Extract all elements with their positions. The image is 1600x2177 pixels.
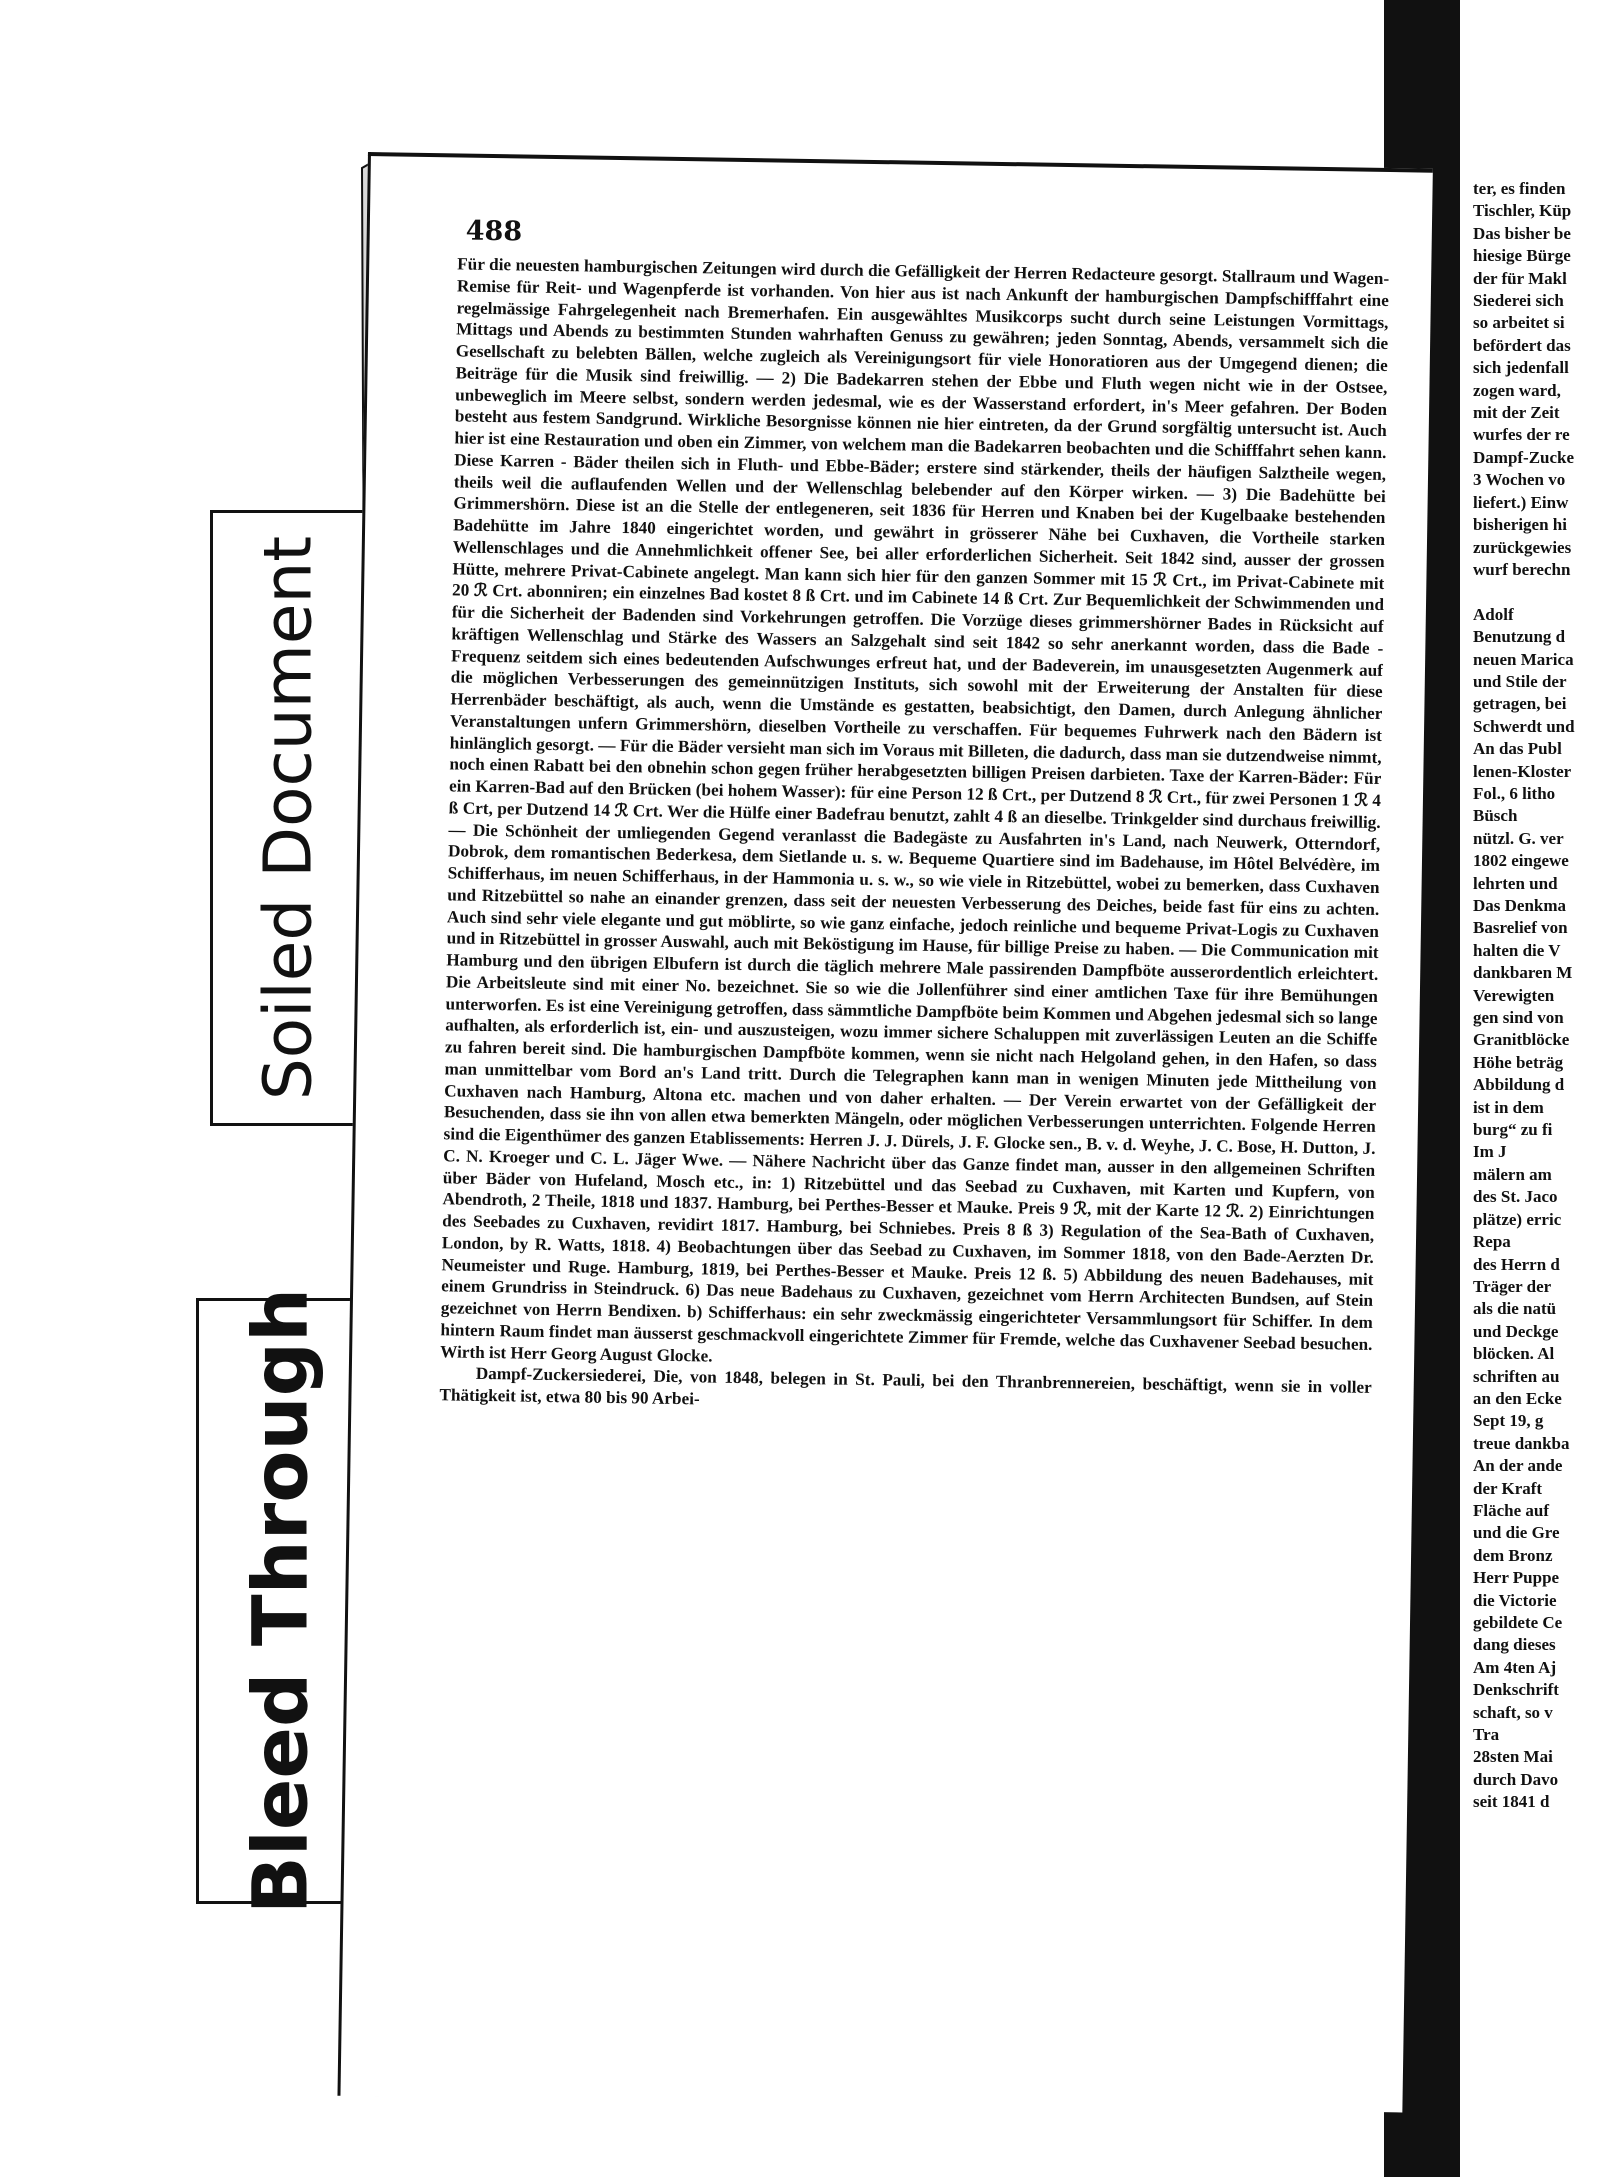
right-page-line: schriften au	[1473, 1366, 1560, 1386]
right-page-line: sich jedenfall	[1473, 358, 1569, 378]
right-page-line: Repa	[1473, 1232, 1511, 1252]
right-page-line: An das Publ	[1473, 739, 1562, 759]
right-page-line: an den Ecke	[1473, 1388, 1562, 1408]
left-page	[337, 152, 1432, 2112]
right-page-line: des Herrn d	[1473, 1254, 1560, 1274]
right-page-line: lenen-Kloster	[1473, 761, 1572, 781]
right-page-line: dang dieses	[1473, 1635, 1556, 1655]
right-page-fragment	[1456, 178, 1600, 2078]
right-page-line: seit 1841 d	[1473, 1792, 1550, 1812]
right-page-line: nützl. G. ver	[1473, 828, 1564, 848]
right-page-line: des St. Jaco	[1473, 1187, 1558, 1207]
right-page-line: zurückgewies	[1473, 537, 1572, 557]
right-page-line: 1802 eingewe	[1473, 851, 1569, 871]
right-page-line: getragen, bei	[1473, 694, 1567, 714]
right-page-line: liefert.) Einw	[1473, 492, 1569, 512]
right-page-line: und Stile der	[1473, 671, 1567, 691]
right-page-line: durch Davo	[1473, 1769, 1559, 1789]
right-page-line: Abbildung d	[1473, 1075, 1565, 1095]
right-page-line: Tra	[1473, 1725, 1500, 1745]
right-page-line: wurfes der re	[1473, 425, 1570, 445]
right-page-line: der für Makl	[1473, 268, 1567, 288]
right-page-line: gen sind von	[1473, 1008, 1564, 1028]
right-page-line: treue dankba	[1473, 1433, 1570, 1453]
right-page-line: Dampf-Zucke	[1473, 447, 1575, 467]
right-page-line: Träger der	[1473, 1276, 1552, 1296]
right-page-line: und die Gre	[1473, 1523, 1560, 1543]
right-page-line: hiesige Bürge	[1473, 246, 1571, 266]
right-page-line: ist in dem	[1473, 1097, 1544, 1117]
paragraph-dampf-zuckersiederei: Dampf-Zuckersiederei, Die, von 1848, belegen in St. Pauli, bei den Thranbrennereien, beschäftigt, wenn sie in voller Thätigkeit ist, etwa 80 bis 90 Arbei-	[439, 1364, 1372, 1409]
right-page-line: burg“ zu fi	[1473, 1120, 1553, 1140]
right-page-line: die Victorie	[1473, 1590, 1557, 1610]
right-page-line: zogen ward,	[1473, 380, 1561, 400]
right-page-line: mälern am	[1473, 1164, 1552, 1184]
right-page-line: Fläche auf	[1473, 1500, 1550, 1520]
right-page-line: Tischler, Küp	[1473, 201, 1572, 221]
right-page-line: Herr Puppe	[1473, 1568, 1560, 1588]
right-page-line: befördert das	[1473, 335, 1571, 355]
right-page-line: wurf berechn	[1473, 559, 1571, 579]
right-page-line: Adolf	[1473, 604, 1514, 624]
right-page-line: Benutzung d	[1473, 627, 1566, 647]
right-page-line: Siederei sich	[1473, 291, 1564, 311]
right-page-line: Granitblöcke	[1473, 1030, 1570, 1050]
right-page-line: Höhe beträg	[1473, 1052, 1564, 1072]
right-page-line: 3 Wochen vo	[1473, 470, 1566, 490]
right-page-line: Am 4ten Aj	[1473, 1657, 1557, 1677]
right-page-line: bisherigen hi	[1473, 515, 1567, 535]
right-page-line: Büsch	[1473, 806, 1518, 826]
right-page-line: gebildete Ce	[1473, 1613, 1563, 1632]
right-page-line: lehrten und	[1473, 873, 1558, 893]
right-page-line: Im J	[1473, 1142, 1507, 1162]
right-page-line: der Kraft	[1473, 1478, 1543, 1498]
right-page-line: plätze) erric	[1473, 1209, 1562, 1229]
right-page-line: dem Bronz	[1473, 1545, 1553, 1565]
bleed-through-label	[196, 1287, 364, 1915]
right-page-line: blöcken. Al	[1473, 1344, 1555, 1364]
soiled-document-label-text: Soiled Document	[249, 535, 327, 1101]
paragraph-seebad: Für die neuesten hamburgischen Zeitungen wird durch die Gefälligkeit der Herren Redacteure gesorgt. Stallraum und Wagen-Remise für Reit- und Wagenpferde ist vorhanden. Von hier aus ist nach Ankunft der hamburgischen Dampfschifffahrt eine regelmässige Fahrgelegenheit nach Bremerhafen. Ein ausgewähltes Musikcorps sucht durch seine Leistungen Vormittags, Mittags und Abends zu bestimmten Stunden wahrhaften Genuss zu gewähren; jeden Sonntag, Abends, versammelt sich die Gesellschaft zu belebten Bällen, welche zugleich als Vereinigungsort für viele Honoratioren aus der Umgegend dienen; die Beiträge für die Musik sind freiwillig. — 2) Die Badekarren stehen der Ebbe und Fluth wegen nicht wie in der Ostsee, unbeweglich im Meere selbst, sondern werden jedesmal, wie es der Wasserstand erfordert, in's Meer gefahren. Der Boden besteht aus festem Sandgrund. Wirkliche Besorgnisse können nie hier eintreten, da der Grund sorgfältig untersucht ist. Auch hier ist eine Restauration und oben ein Zimmer, von welchem man die Badekarren beobachten und die Schifffahrt sehen kann. Diese Karren - Bäder theilen sich in Fluth- und Ebbe-Bäder; erstere sind stärkender, theils der häufigen Salztheile wegen, theils weil die auflaufenden Wellen und der Wellenschlag belebender auf den Körper wirken. — 3) Die Badehütte bei Grimmershörn. Diese ist an die Stelle der entlegeneren, seit 1836 für Herren und Knaben bei der Kugelbaake bestehenden Badehütte im Jahre 1840 eingerichtet worden, und gewährt in grösserer Nähe bei Cuxhaven, die Vortheile starken Wellenschlages und die Annehmlichkeit offener See, bei aller erforderlichen Sicherheit. Seit 1842 sind, ausser der grossen Hütte, mehrere Privat-Cabinete angelegt. Man kann sich hier für den ganzen Sommer mit 15 ℛ Crt., im Privat-Cabinete mit 20 ℛ Crt. abonniren; ein einzelnes Bad kostet 8 ß Crt. und im Cabinete 14 ß Crt. Zur Bequemlichkeit der Schwimmenden und für die Sicherheit der Badenden sind Vorkehrungen getroffen. Die Vorzüge dieses grimmershörner Bades in Rücksicht auf kräftigen Wellenschlag und Stärke des Wassers an Salzgehalt sind seit 1842 so sehr anerkannt worden, dass die Bade - Frequenz seitdem sich eines bedeutenden Aufschwunges erfreut hat, und der Badeverein, im unausgesetzten Augenmerk auf die möglichen Verbesserungen des gemeinnützigen Instituts, sich sowohl mit der Erweiterung der Anstalten für diese Herrenbäder beschäftigt, als auch, wenn die Umstände es gestatten, beabsichtigt, den Damen, durch Anlegung ähnlicher Veranstaltungen unfern Grimmershörn, dieselben Vortheile zu verschaffen. Für bequemes Fuhrwerk nach den Bädern ist hinlänglich gesorgt. — Für die Bäder versieht man sich im Voraus mit Billeten, die dadurch, dass man sie dutzendweise nimmt, noch einen Rabatt bei den obnehin schon gegen früher herabgesetzten billigen Preisen darbieten. Taxe der Karren-Bäder: Für ein Karren-Bad auf den Brücken (bei hohem Wasser): für eine Person 12 ß Crt., per Dutzend 8 ℛ Crt., für zwei Personen 1 ℛ 4 ß Crt, per Dutzend 14 ℛ Crt. Wer die Hülfe einer Badefrau benutzt, zahlt 4 ß an dieselbe. Trinkgelder sind durchaus freiwillig. — Die Schönheit der umliegenden Gegend veranlasst die Badegäste zu Ausfahrten in's Land, nach Neuwerk, Otterndorf, Dobrok, dem romantischen Bederkesa, dem Sietlande u. s. w. Bequeme Quartiere sind im Badehause, im Hôtel Belvédère, im Schifferhaus, im neuen Schifferhaus, in der Hammonia u. s. w., so wie viele in Ritzebüttel, wobei zu bemerken, dass Cuxhaven und Ritzebüttel so nahe an einander grenzen, dass seit der neuesten Verbesserung des Deiches, beide fast für eins zu achten. Auch sind sehr viele elegante und gut möblirte, so wie ganz einfache, jedoch reinliche und bequeme Privat-Logis zu Cuxhaven und in Ritzebüttel in grosser Auswahl, auch mit Beköstigung im Hause, für billige Preise zu haben. — Die Communication mit Hamburg und den übrigen Elbufern ist durch die täglich mehrere Male passirenden Dampfböte ausserordentlich erleichtert. Die Arbeitsleute sind mit einer No. bezeichnet. Sie so wie die Jollenführer sind einer amtlichen Taxe für ihre Bemühungen unterworfen. Es ist eine Vereinigung getroffen, dass sämmtliche Dampfböte beim Kommen und Abgehen jedesmal sich so lange aufhalten, als erforderlich ist, ein- und auszusteigen, wozu immer sichere Schaluppen mit zuverlässigen Leuten an die Schiffe zu fahren bereit sind. Die hamburgischen Dampfböte kommen, wenn sie nicht nach Helgoland gehen, in den Hafen, so dass man unmittelbar vom Bord an's Land tritt. Durch die Telegraphen kann man in wenigen Minuten jede Mittheilung von Cuxhaven nach Hamburg, Altona etc. machen und von daher erhalten. — Der Verein erwartet von der Gefälligkeit der Besuchenden, dass sie ihn von allen etwa bemerkten Mängeln, oder möglichen Verbesserungen unterrichten. Folgende Herren sind die Eigenthümer des ganzen Etablissements: Herren J. J. Dürels, J. F. Glocke sen., B. v. d. Weyhe, J. C. Bose, H. Dutton, J. C. N. Kroeger und C. L. Jäger Wwe. — Nähere Nachricht über das Ganze findet man, ausser in den allgemeinen Schriften über Bäder von Hufeland, Mosch etc., in: 1) Ritzebüttel und das Seebad zu Cuxhaven, mit Karten und Kupfern, von Abendroth, 2 Theile, 1818 und 1837. Hamburg, bei Perthes-Besser et Mauke. Preis 9 ℛ, mit der Karte 12 ℛ. 2) Einrichtungen des Seebades zu Cuxhaven, revidirt 1817. Hamburg, bei Schniebes. Preis 8 ß 3) Regulation of the Sea-Bath of Cuxhaven, London, by R. Watts, 1818. 4) Beobachtungen über das Seebad zu Cuxhaven, im Sommer 1818, von den Bade-Aerzten Dr. Neumeister und Ruge. Hamburg, 1819, bei Perthes-Besser et Mauke. Preis 12 ß. 5) Abbildung des neuen Badehauses, mit einem Grundriss in Steindruck. 6) Das neue Badehaus zu Cuxhaven, gezeichnet vom Herrn Architecten Bundsen, auf Stein gezeichnet von Herrn Bendixen. b) Schifferhaus: ein sehr zweckmässig eingerichteter Versammlungsort für Schiffer. In dem hintern Raum findet man äusserst geschmackvoll eingerichtete Zimmer für Fremde, welche das Cuxhavener Seebad besuchen. Wirth ist Herr Georg August Glocke.	[440, 254, 1390, 1366]
page-number: 488	[465, 215, 523, 248]
soiled-document-label	[210, 510, 366, 1126]
right-page-line: ter, es finden	[1473, 179, 1566, 198]
right-page-line: und Deckge	[1473, 1321, 1559, 1341]
right-page-line: Das bisher be	[1473, 223, 1571, 243]
right-page-line: schaft, so v	[1473, 1702, 1553, 1722]
right-page-line: Verewigten	[1473, 985, 1555, 1005]
right-page-line: dankbaren M	[1473, 963, 1573, 983]
right-page-line: Sept 19, g	[1473, 1411, 1544, 1431]
right-page-line: Das Denkma	[1473, 896, 1567, 915]
bleed-through-label-text: Bleed Through	[235, 1287, 325, 1915]
right-page-line: Basrelief von	[1473, 918, 1568, 938]
right-page-line: als die natü	[1473, 1299, 1557, 1319]
right-page-line: so arbeitet si	[1473, 313, 1565, 333]
right-page-line: Fol., 6 litho	[1473, 783, 1556, 803]
right-page-line: Denkschrift	[1473, 1680, 1559, 1700]
right-page-line: mit der Zeit	[1473, 403, 1560, 423]
page-body	[429, 253, 1389, 2067]
right-page-line: neuen Marica	[1473, 649, 1574, 669]
right-page-line: halten die V	[1473, 940, 1561, 960]
right-page-line: An der ande	[1473, 1456, 1563, 1476]
right-page-line: 28sten Mai	[1473, 1747, 1553, 1767]
right-page-line: Schwerdt und	[1473, 716, 1575, 736]
right-page-line	[1459, 581, 1600, 603]
